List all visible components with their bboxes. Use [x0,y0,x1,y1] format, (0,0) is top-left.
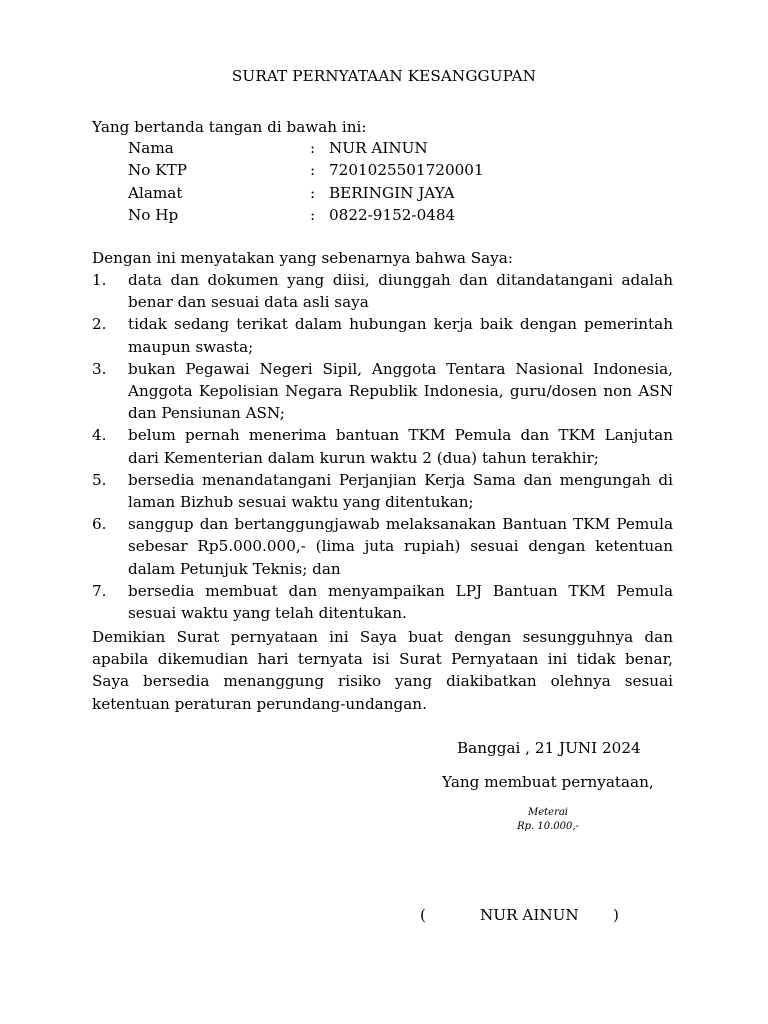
closing-paragraph: Demikian Surat pernyataan ini Saya buat dengan sesungguhnya dan apabila dikemudian hari ternyata isi Surat Pernyataan ini tidak benar, Saya bersedia menanggung risiko yang diakibatkan olehnya sesuai ketentuan peraturan perundang-undangan. [92,628,673,713]
signature-block [420,903,625,927]
maker-label: Yang membuat pernyataan, [442,773,654,791]
signature-close-paren: ) [613,906,619,924]
list-item-number: 3. [92,359,107,378]
statement-intro: Dengan ini menyatakan yang sebenarnya bahwa Saya: [92,249,513,267]
identity-value: BERINGIN JAYA [329,183,455,202]
list-item [92,313,673,357]
identity-separator: : [310,139,316,157]
stamp-line-2: Rp. 10.000,- [517,821,579,832]
list-item [92,424,673,468]
document-title: SURAT PERNYATAAN KESANGGUPAN [231,67,537,85]
list-item [92,469,673,513]
identity-row-address [128,182,688,204]
identity-label: Nama [128,139,174,157]
signature-open-paren: ( [420,906,426,924]
list-item-text: tidak sedang terikat dalam hubungan kerja baik dengan pemerintah maupun swasta; [128,315,673,356]
stamp-line-1: Meterai [527,807,569,818]
list-item [92,580,673,624]
list-item-text: data dan dokumen yang diisi, diunggah dan ditandatangani adalah benar dan sesuai data asli saya [128,271,673,312]
identity-row-ktp [128,159,688,181]
identity-label: No Hp [128,205,179,224]
identity-value: 7201025501720001 [329,161,484,180]
identity-row-name [128,137,688,159]
intro-text: Yang bertanda tangan di bawah ini: [92,118,367,136]
list-item-text: sanggup dan bertanggungjawab melaksanakan Bantuan TKM Pemula sebesar Rp5.000.000,- (lima juta rupiah) sesuai dengan ketentuan dalam Petunjuk Teknis; dan [128,515,673,578]
list-item [92,269,673,313]
list-item-number: 6. [92,515,107,534]
list-item-number: 7. [92,581,107,600]
identity-value: NUR AINUN [329,139,428,157]
identity-row-phone [128,204,688,226]
list-item-text: bukan Pegawai Negeri Sipil, Anggota Tentara Nasional Indonesia, Anggota Kepolisian Negara Republik Indonesia, guru/dosen non ASN dan Pensiunan ASN; [128,359,673,423]
list-item-text: belum pernah menerima bantuan TKM Pemula dan TKM Lanjutan dari Kementerian dalam kurun waktu 2 (dua) tahun terakhir; [128,426,673,467]
list-item-number: 5. [92,470,107,489]
list-item [92,358,673,425]
signature-name: NUR AINUN [480,906,579,924]
statement-list [92,269,673,624]
list-item-number: 1. [92,271,107,289]
list-item-text: bersedia menandatangani Perjanjian Kerja Sama dan mengungah di laman Bizhub sesuai waktu yang ditentukan; [128,470,673,512]
stamp-placeholder [488,806,608,834]
list-item-number: 2. [92,315,107,334]
place-date: Banggai , 21 JUNI 2024 [457,739,641,757]
identity-value: 0822-9152-0484 [329,205,456,224]
list-item-number: 4. [92,426,107,445]
identity-label: No KTP [128,161,187,180]
identity-separator: : [310,161,316,180]
identity-separator: : [310,205,316,224]
identity-separator: : [310,183,316,202]
identity-label: Alamat [128,183,183,202]
list-item-text: bersedia membuat dan menyampaikan LPJ Bantuan TKM Pemula sesuai waktu yang telah ditentukan. [128,581,673,623]
identity-table [128,137,688,226]
list-item [92,513,673,580]
